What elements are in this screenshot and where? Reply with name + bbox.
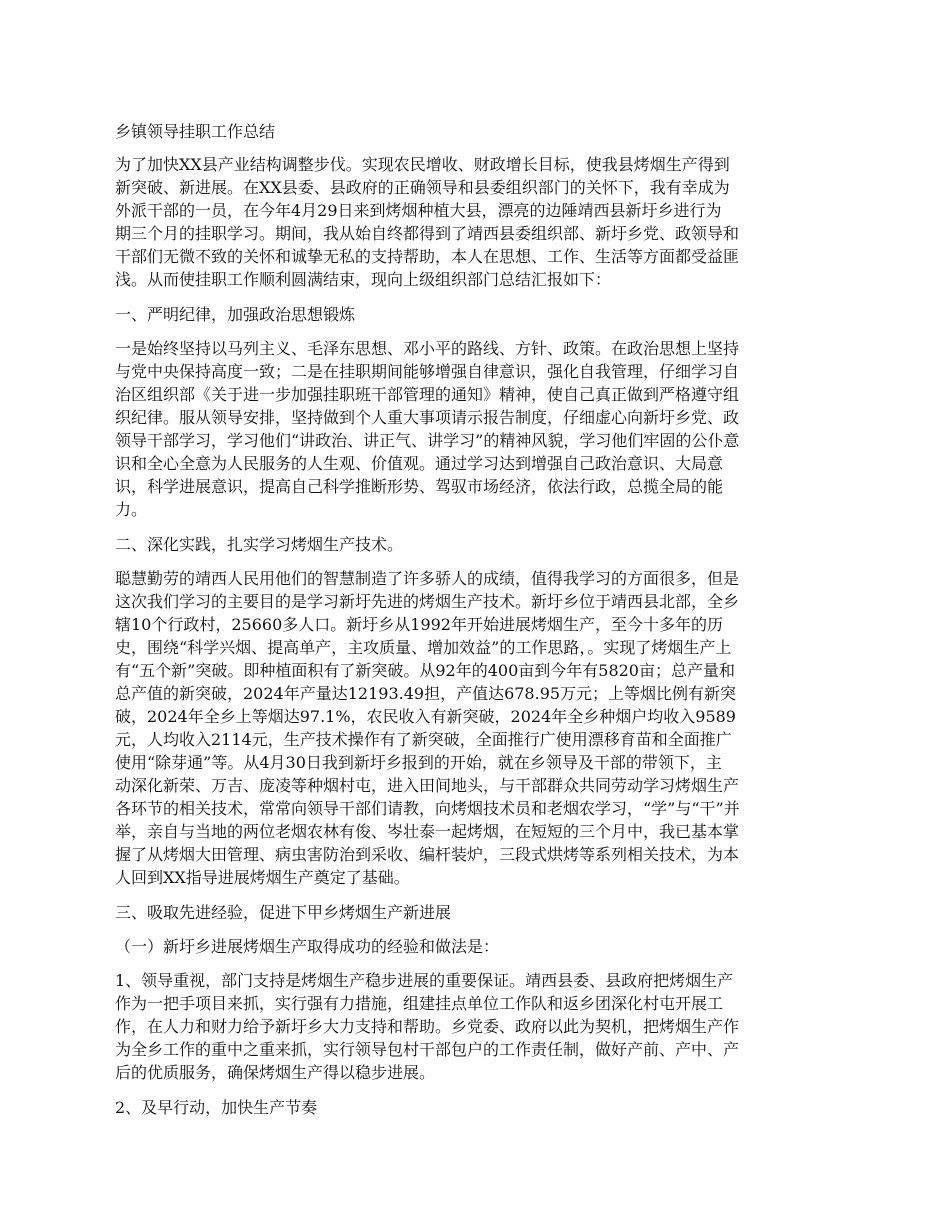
text-line: 总产值的新突破，2024年产量达12193.49担，产值达678.95万元；上等烟比例有新突 — [115, 684, 737, 703]
text-line: 辖10个行政村，25660多人口。新圩乡从1992年开始进展烤烟生产，至今十多年的历 — [115, 615, 723, 634]
text-line: 力。 — [115, 500, 148, 519]
text-line: 干部们无微不致的关怀和诚挚无私的支持帮助，本人在思想、工作、生活等方面都受益匪 — [115, 247, 740, 266]
text-line: 新突破、新进展。在XX县委、县政府的正确领导和县委组织部门的关怀下，我有幸成为 — [115, 178, 730, 197]
text-line: 织纪律。服从领导安排，坚持做到个人重大事项请示报告制度，仔细虚心向新圩乡党、政 — [115, 408, 740, 427]
section-1-paragraph — [115, 337, 843, 521]
intro-paragraph — [115, 153, 843, 291]
section-heading-2: 二、深化实践，扎实学习烤烟生产技术。 — [115, 535, 404, 554]
document-title: 乡镇领导挂职工作总结 — [115, 122, 276, 141]
text-line: 期三个月的挂职学习。期间，我从始自终都得到了靖西县委组织部、新圩乡党、政领导和 — [115, 224, 740, 243]
text-line: 各环节的相关技术，常常向领导干部们请教，向烤烟技术员和老烟农学习，“学”与“干”并 — [115, 799, 740, 818]
text-line: 1、领导重视，部门支持是烤烟生产稳步进展的重要保证。靖西县委、县政府把烤烟生产 — [115, 971, 734, 990]
text-line: 人回到XX指导进展烤烟生产奠定了基础。 — [115, 868, 410, 887]
text-line: 浅。从而使挂职工作顺利圆满结束，现向上级组织部门总结汇报如下： — [115, 270, 612, 289]
text-line: 作，在人力和财力给予新圩乡大力支持和帮助。乡党委、政府以此为契机，把烤烟生产作 — [115, 1017, 740, 1036]
text-line: 识和全心全意为人民服务的人生观、价值观。通过学习达到增强自己政治意识、大局意 — [115, 454, 724, 473]
text-line: 破，2024年全乡上等烟达97.1%，农民收入有新突破，2024年全乡种烟户均收入9589 — [115, 707, 736, 726]
section-heading-3: 三、吸取先进经验，促进下甲乡烤烟生产新进展 — [115, 903, 452, 922]
text-line: 作为一把手项目来抓，实行强有力措施，组建挂点单位工作队和返乡团深化村屯开展工 — [115, 994, 724, 1013]
text-line: 这次我们学习的主要目的是学习新圩先进的烤烟生产技术。新圩乡位于靖西县北部，全乡 — [115, 592, 740, 611]
text-line: 识，科学进展意识，提高自己科学推断形势、驾驭市场经济，依法行政，总揽全局的能 — [115, 477, 724, 496]
text-line: 领导干部学习，学习他们“讲政治、讲正气、讲学习”的精神风貌，学习他们牢固的公仆意 — [115, 431, 740, 450]
text-line: 元，人均收入2114元，生产技术操作有了新突破，全面推行广使用漂移育苗和全面推广 — [115, 730, 732, 749]
point-1-paragraph — [115, 969, 843, 1084]
text-line: 使用“除芽通”等。从4月30日我到新圩乡报到的开始，就在乡领导及干部的带领下，主 — [115, 753, 722, 772]
section-2-paragraph — [115, 567, 843, 889]
text-line: 有“五个新”突破。即种植面积有了新突破。从92年的400亩到今年有5820亩；总产量和 — [115, 661, 735, 680]
subsection-heading: （一）新圩乡进展烤烟生产取得成功的经验和做法是： — [115, 937, 500, 956]
section-heading-1: 一、严明纪律，加强政治思想锻炼 — [115, 305, 356, 324]
text-line: 一是始终坚持以马列主义、毛泽东思想、邓小平的路线、方针、政策。在政治思想上坚持 — [115, 339, 740, 358]
document-page — [115, 120, 843, 1130]
text-line: 后的优质服务，确保烤烟生产得以稳步进展。 — [115, 1063, 436, 1082]
text-line: 聪慧勤劳的靖西人民用他们的智慧制造了许多骄人的成绩，值得我学习的方面很多，但是 — [115, 569, 740, 588]
text-line: 为了加快XX县产业结构调整步伐。实现农民增收、财政增长目标，使我县烤烟生产得到 — [115, 155, 730, 174]
point-2-heading: 2、及早行动，加快生产节奏 — [115, 1098, 318, 1117]
text-line: 为全乡工作的重中之重来抓，实行领导包村干部包户的工作责任制，做好产前、产中、产 — [115, 1040, 740, 1059]
text-line: 史，围绕“科学兴烟、提高单产，主攻质量、增加效益”的工作思路，。实现了烤烟生产上 — [115, 638, 732, 657]
text-line: 动深化新荣、万吉、庞凌等种烟村屯，进入田间地头，与干部群众共同劳动学习烤烟生产 — [115, 776, 740, 795]
text-line: 外派干部的一员，在今年4月29日来到烤烟种植大县，漂亮的边陲靖西县新圩乡进行为 — [115, 201, 722, 220]
text-line: 治区组织部《关于进一步加强挂职班干部管理的通知》精神，使自己真正做到严格遵守组 — [115, 385, 740, 404]
text-line: 握了从烤烟大田管理、病虫害防治到采收、编杆装炉，三段式烘烤等系列相关技术，为本 — [115, 845, 740, 864]
text-line: 举，亲自与当地的两位老烟农林有俊、岑壮泰一起烤烟，在短短的三个月中，我已基本掌 — [115, 822, 740, 841]
text-line: 与党中央保持高度一致；二是在挂职期间能够增强自律意识，强化自我管理，仔细学习自 — [115, 362, 740, 381]
